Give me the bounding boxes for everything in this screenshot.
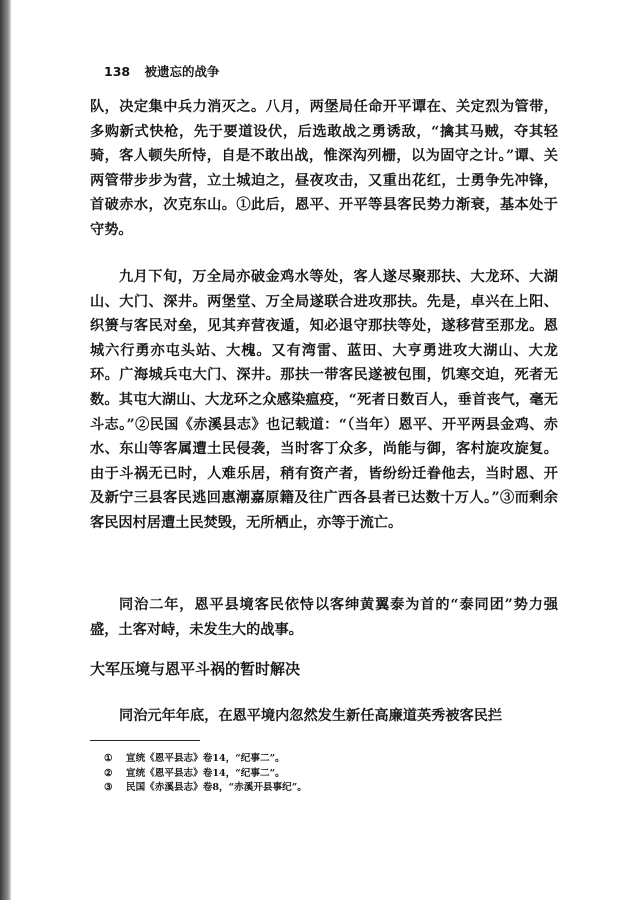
paragraph: 九月下旬，万全局亦破金鸡水等处，客人遂尽聚那扶、大龙环、大湖山、大门、深井。两堡堂、万全局遂联合进攻那扶。先是，卓兴在上阳、织箦与客民对垒，见其弃营夜遁，知必退守那扶等处，遂移营至那龙。恩城六行勇亦屯头站、大槐。又有湾雷、蓝田、大亨勇进攻大湖山、大龙环。广海城兵屯大门、深井。那扶一带客民遂被包围，饥寒交迫，死者无数。其屯大湖山、大龙环之众感染瘟疫，“死者日数百人，垂首丧气，毫无斗志。”②民国《赤溪县志》也记载道：“（当年）恩平、开平两县金鸡、赤水、东山等客属遭土民侵袭，当时客丁众多，尚能与御，客村旋攻旋复。由于斗祸无已时，人难乐居，稍有资产者，皆纷纷迁眷他去，当时恩、开及新宁三县客民逃回惠潮嘉原籍及往广西各县者已达数十万人。”③而剩余客民因村居遭土民焚毁，无所栖止，亦等于流亡。	[90, 269, 558, 531]
section-heading: 大军压境与恩平斗祸的暂时解决	[90, 660, 301, 678]
paragraph: 同治元年年底，在恩平境内忽然发生新任高廉道英秀被客民拦	[119, 708, 503, 724]
text-block-3	[90, 593, 558, 642]
footnote-mark: ①	[104, 753, 113, 764]
text-block-2	[90, 265, 558, 536]
scan-edge-shadow	[0, 0, 11, 900]
footnote-item	[104, 781, 307, 796]
footnote-text: 宣统《恩平县志》卷14，“纪事二”。	[126, 767, 285, 779]
footnote-divider	[90, 740, 200, 741]
footnote-text: 民国《赤溪县志》卷8，“赤溪开县事纪”。	[126, 782, 307, 793]
footnote-text: 宣统《恩平县志》卷14，“纪事二”。	[126, 753, 285, 764]
book-title: 被遗忘的战争	[144, 64, 220, 79]
text-block-4	[90, 704, 558, 729]
footnote-item	[104, 767, 307, 782]
running-header	[104, 62, 219, 80]
paragraph-continued: 队，决定集中兵力消灭之。八月，两堡局任命开平谭在、关定烈为管带，多购新式快枪，先于要道设伏，后选敢战之勇诱敌，“擒其马贼，夺其轻骑，客人顿失所恃，自是不敢出战，惟深沟列栅，以为固守之计。”谭、关两管带步步为营，立土城迫之，昼夜攻击，又重出花红，士勇争先冲锋，首破赤水，次克东山。①此后，恩平、开平等县客民势力渐衰，基本处于守势。	[90, 99, 558, 238]
page-number: 138	[104, 64, 131, 79]
footnote-mark: ②	[104, 767, 113, 779]
footnote-item	[104, 752, 307, 767]
footnotes	[104, 752, 307, 796]
paragraph: 同治二年，恩平县境客民依恃以客绅黄翼泰为首的“泰同团”势力强盛，土客对峙，未发生大的战事。	[90, 597, 558, 638]
text-block-1	[90, 95, 558, 243]
footnote-mark: ③	[104, 782, 113, 793]
